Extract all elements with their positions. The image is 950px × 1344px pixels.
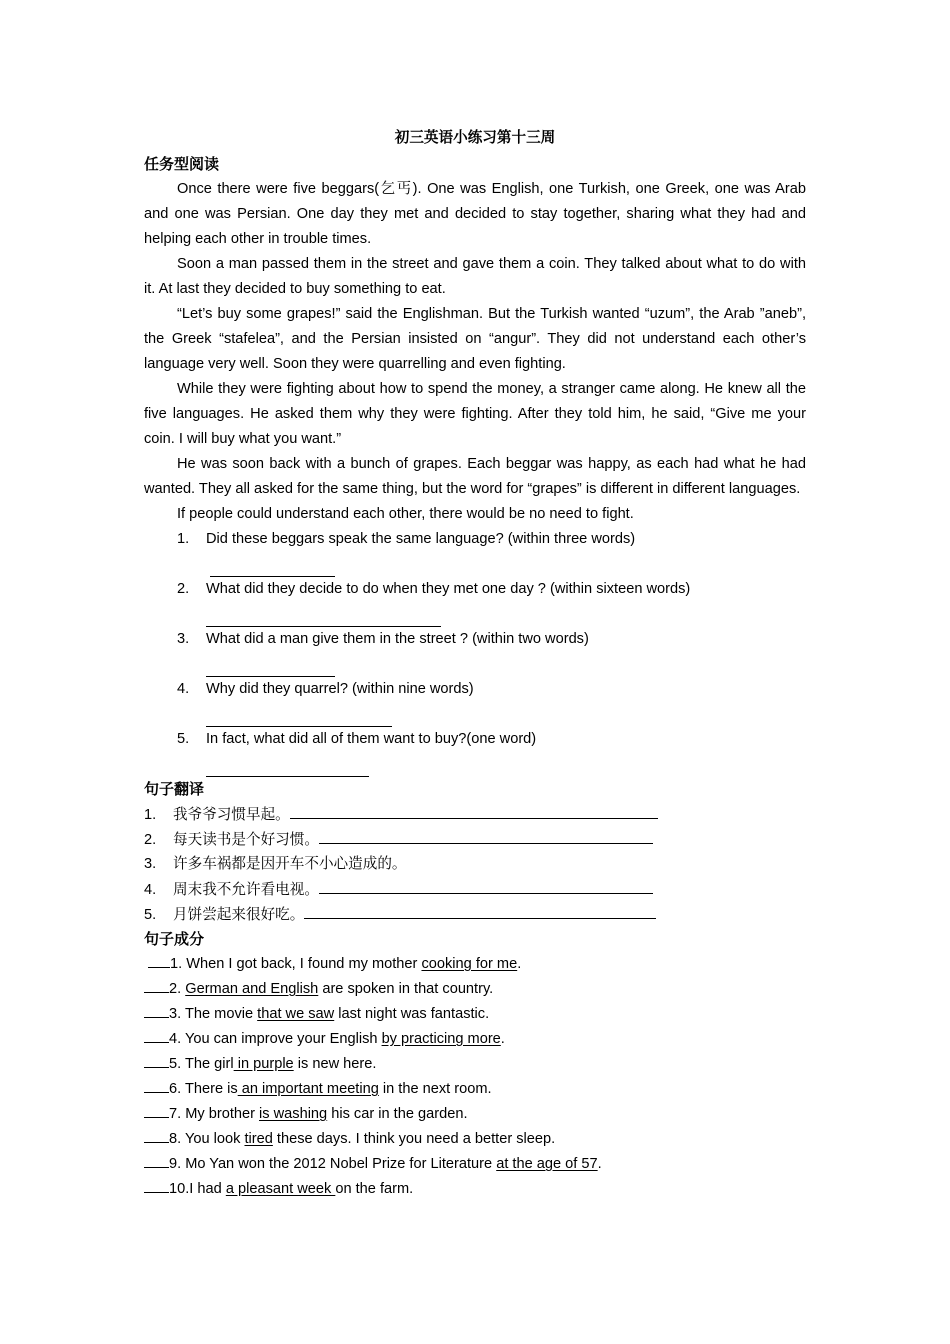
question-text: In fact, what did all of them want to buy?(one word) <box>206 731 537 747</box>
underlined-part: a pleasant week <box>225 1181 336 1197</box>
component-item <box>144 1152 806 1177</box>
sentence-text: My brother <box>181 1106 260 1122</box>
sentence-text: When I got back, I found my mother <box>182 956 422 972</box>
reading-paragraph: Once there were five beggars(乞丐). One was English, one Turkish, one Greek, one was Arab and one was Persian. One day they met and decided to stay together, sharing what they had and helping each other in trouble times. <box>144 181 806 247</box>
component-item <box>144 1077 806 1102</box>
sentence-text: his car in the garden. <box>327 1106 468 1122</box>
sentence-text: The movie <box>181 1006 258 1022</box>
item-number: 8. <box>169 1131 182 1147</box>
sentence-text: last night was fantastic. <box>334 1006 490 1022</box>
component-item <box>144 1102 806 1127</box>
translation-text: 月饼尝起来很好吃。 <box>173 907 305 923</box>
item-number: 4. <box>169 1031 182 1047</box>
translation-text: 许多车祸都是因开车不小心造成的。 <box>173 856 407 872</box>
translation-text: 周末我不允许看电视。 <box>173 882 319 898</box>
question-text: What did a man give them in the street ? (within two words) <box>206 631 589 647</box>
sentence-text: . <box>597 1156 602 1172</box>
component-item <box>144 1027 806 1052</box>
answer-blank[interactable] <box>144 1127 169 1143</box>
question-text: Did these beggars speak the same language? (within three words) <box>206 531 636 547</box>
question-text: Why did they quarrel? (within nine words) <box>206 681 474 697</box>
worksheet-page <box>144 122 806 1202</box>
underlined-part: tired <box>244 1131 273 1147</box>
sentence-text: The girl <box>181 1056 234 1072</box>
sentence-text: You look <box>181 1131 245 1147</box>
answer-blank[interactable] <box>319 877 653 894</box>
question-text: What did they decide to do when they met one day ? (within sixteen words) <box>206 581 691 597</box>
underlined-part: at the age of 57 <box>496 1156 598 1172</box>
translation-item <box>144 902 806 927</box>
question-number: 4. <box>177 681 190 697</box>
answer-blank[interactable] <box>144 1152 169 1168</box>
answer-blank[interactable] <box>148 952 170 968</box>
item-number: 10. <box>169 1181 190 1197</box>
underlined-part: in purple <box>233 1056 294 1072</box>
item-number: 6. <box>169 1081 182 1097</box>
answer-blank[interactable] <box>319 827 653 844</box>
answer-line[interactable] <box>144 652 806 677</box>
translation-heading: 句子翻译 <box>144 781 205 798</box>
underlined-part: an important meeting <box>237 1081 379 1097</box>
item-number: 1. <box>144 807 157 823</box>
answer-line[interactable] <box>144 552 806 577</box>
question-number: 1. <box>177 531 190 547</box>
component-item <box>144 1002 806 1027</box>
answer-blank[interactable] <box>290 802 658 819</box>
translation-item <box>144 852 806 877</box>
question-item <box>144 527 806 552</box>
sentence-text: are spoken in that country. <box>318 981 494 997</box>
underlined-part: by practicing more <box>381 1031 501 1047</box>
answer-blank[interactable] <box>144 1002 169 1018</box>
question-number: 3. <box>177 631 190 647</box>
question-item <box>144 677 806 702</box>
question-number: 2. <box>177 581 190 597</box>
sentence-text: You can improve your English <box>181 1031 382 1047</box>
reading-paragraph: While they were fighting about how to spend the money, a stranger came along. He knew all the five languages. He asked them why they were fighting. After they told him, he said, “Give me your coin. I will buy what you want.” <box>144 381 806 447</box>
answer-blank[interactable] <box>304 902 656 919</box>
sentence-text: in the next room. <box>378 1081 492 1097</box>
sentence-text: . <box>500 1031 505 1047</box>
question-item <box>144 727 806 752</box>
item-number: 2. <box>169 981 182 997</box>
translation-text: 每天读书是个好习惯。 <box>173 832 319 848</box>
question-item <box>144 577 806 602</box>
item-number: 2. <box>144 832 157 848</box>
translation-item <box>144 827 806 852</box>
sentence-text: is new here. <box>293 1056 377 1072</box>
answer-blank[interactable] <box>144 1027 169 1043</box>
reading-paragraph: He was soon back with a bunch of grapes. Each beggar was happy, as each had what he had wanted. They all asked for the same thing, but the word for “grapes” is different in different languages. <box>144 456 806 497</box>
item-number: 3. <box>169 1006 182 1022</box>
sentence-text: on the farm. <box>335 1181 414 1197</box>
translation-item <box>144 802 806 827</box>
answer-line[interactable] <box>144 702 806 727</box>
reading-paragraph: If people could understand each other, there would be no need to fight. <box>177 506 634 522</box>
component-item <box>144 1127 806 1152</box>
sentence-text: I had <box>189 1181 226 1197</box>
item-number: 1. <box>170 956 183 972</box>
answer-blank[interactable] <box>144 977 169 993</box>
answer-blank[interactable] <box>144 1177 169 1193</box>
answer-blank[interactable] <box>144 1052 169 1068</box>
item-number: 3. <box>144 856 157 872</box>
question-item <box>144 627 806 652</box>
sentence-text: these days. I think you need a better sleep. <box>272 1131 556 1147</box>
underlined-part: cooking for me <box>421 956 518 972</box>
item-number: 4. <box>144 882 157 898</box>
page-title: 初三英语小练习第十三周 <box>394 130 556 146</box>
answer-blank[interactable] <box>144 1102 169 1118</box>
components-heading: 句子成分 <box>144 931 205 948</box>
reading-heading: 任务型阅读 <box>144 156 220 173</box>
component-item <box>144 1177 806 1202</box>
answer-blank[interactable] <box>144 1077 169 1093</box>
answer-line[interactable] <box>144 602 806 627</box>
reading-paragraph: Soon a man passed them in the street and gave them a coin. They talked about what to do with it. At last they decided to buy something to eat. <box>144 256 806 297</box>
component-item <box>144 952 806 977</box>
question-number: 5. <box>177 731 190 747</box>
reading-paragraph: “Let’s buy some grapes!” said the Englishman. But the Turkish wanted “uzum”, the Arab ”aneb”, the Greek “stafelea”, and the Persian insisted on “angur”. They did not understand each other’s language very well. Soon they were quarrelling and even fighting. <box>144 306 806 372</box>
translation-item <box>144 877 806 902</box>
component-item <box>144 977 806 1002</box>
item-number: 5. <box>169 1056 182 1072</box>
underlined-part: that we saw <box>257 1006 335 1022</box>
component-item <box>144 1052 806 1077</box>
item-number: 5. <box>144 907 157 923</box>
sentence-text: Mo Yan won the 2012 Nobel Prize for Literature <box>181 1156 497 1172</box>
underlined-part: German and English <box>185 981 319 997</box>
answer-line[interactable] <box>144 752 806 777</box>
translation-text: 我爷爷习惯早起。 <box>173 807 290 823</box>
item-number: 9. <box>169 1156 182 1172</box>
underlined-part: is washing <box>259 1106 328 1122</box>
sentence-text: . <box>517 956 522 972</box>
sentence-text: There is <box>181 1081 238 1097</box>
item-number: 7. <box>169 1106 182 1122</box>
